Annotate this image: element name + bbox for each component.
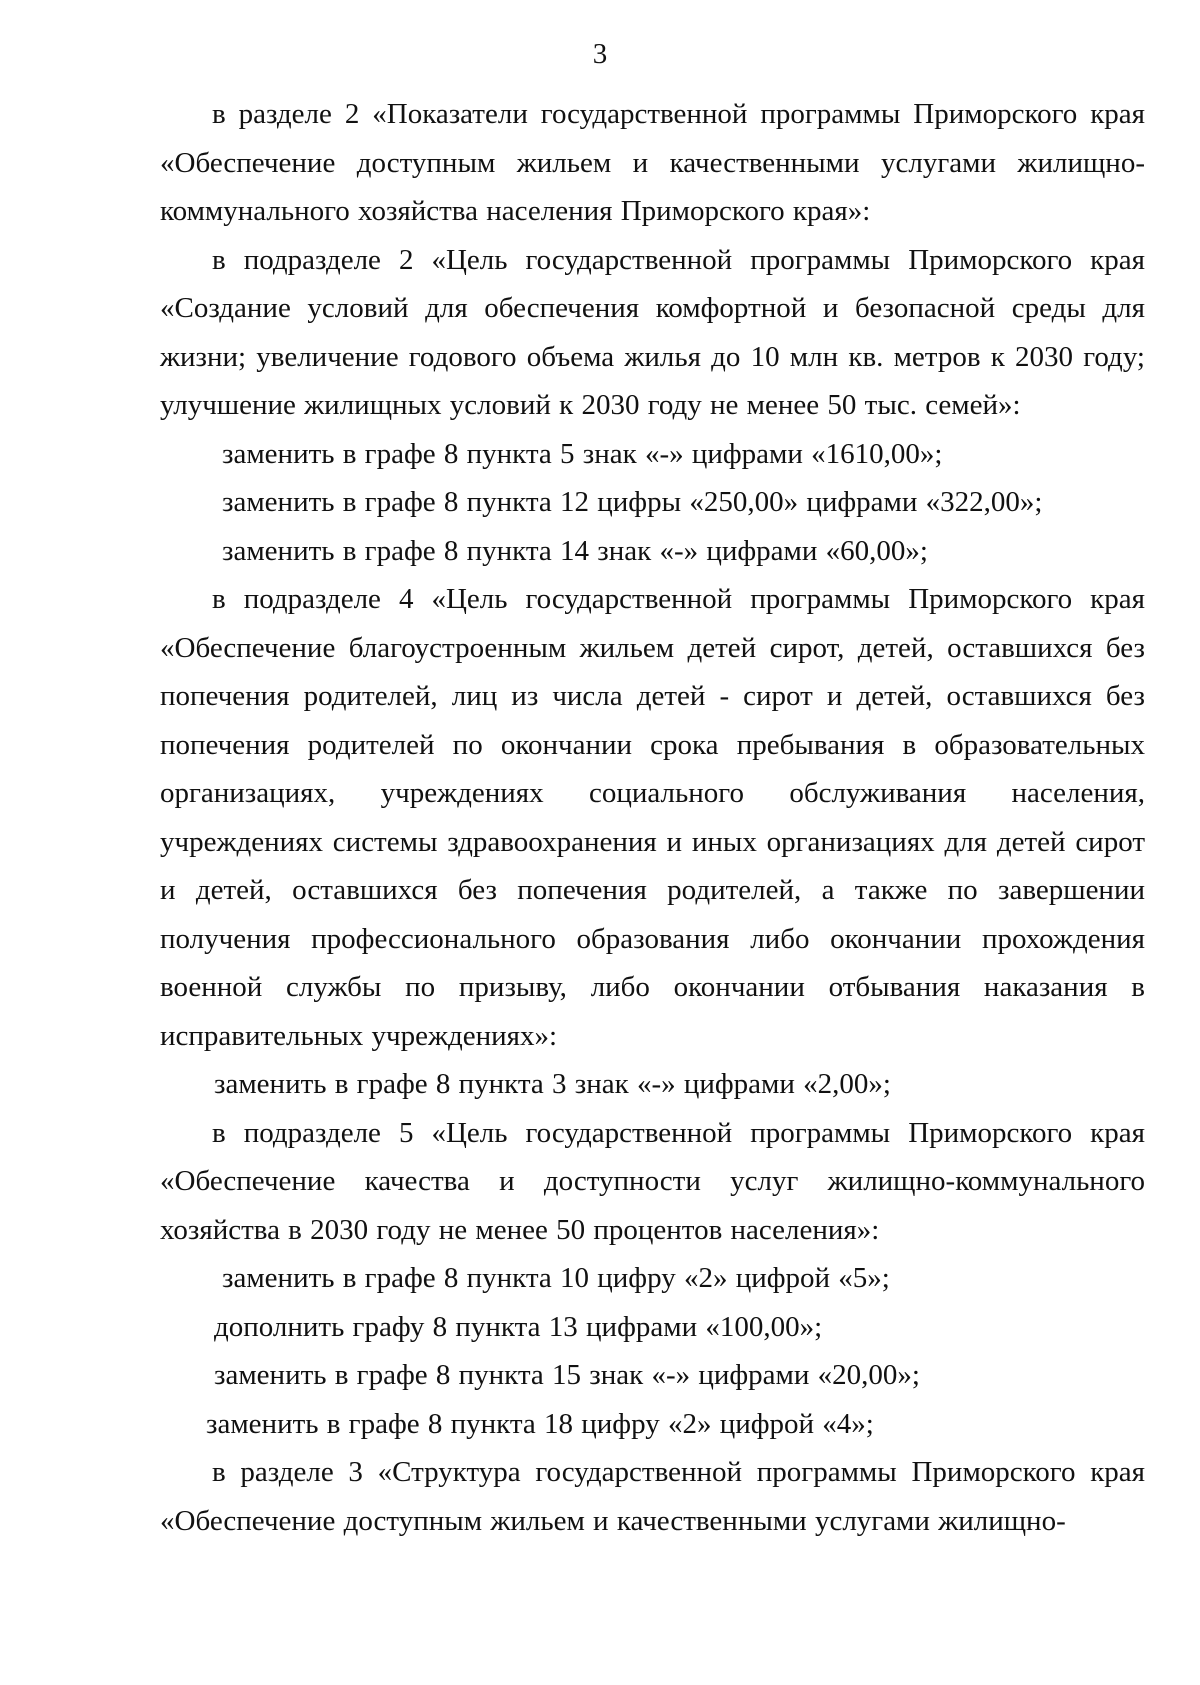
page-number: 3: [592, 38, 608, 70]
paragraph-subsection-5: в подразделе 5 «Цель государственной программы Приморского края «Обеспечение качества и доступности услуг жилищно-коммунального хозяйства в 2030 году не менее 50 процентов населения»:: [160, 1116, 1145, 1246]
paragraph-section-3: в разделе 3 «Структура государственной программы Приморского края «Обеспечение доступным жильем и качественными услугами жилищно-: [160, 1456, 1145, 1537]
amendment-item: заменить в графе 8 пункта 12 цифры «250,00» цифрами «322,00»;: [222, 486, 1043, 518]
amendment-item: заменить в графе 8 пункта 10 цифру «2» цифрой «5»;: [222, 1262, 890, 1294]
amendment-item: заменить в графе 8 пункта 18 цифру «2» цифрой «4»;: [206, 1407, 874, 1440]
paragraph-subsection-4: в подразделе 4 «Цель государственной программы Приморского края «Обеспечение благоустроенным жильем детей сирот, детей, оставшихся без попечения родителей, лиц из числа детей - сирот и детей, оставшихся без попечения родителей по окончании срока пребывания в образовательных организациях, учреждениях социального обслуживания населения, учреждениях системы здравоохранения и иных организациях для детей сирот и детей, оставшихся без попечения родителей, а также по завершении получения профессионального образования либо окончании прохождения военной службы по призыву, либо окончании отбывания наказания в исправительных учреждениях»:: [160, 583, 1145, 1052]
amendment-item: заменить в графе 8 пункта 3 знак «-» цифрами «2,00»;: [214, 1068, 891, 1100]
paragraph-subsection-2: в подразделе 2 «Цель государственной программы Приморского края «Создание условий для обеспечения комфортной и безопасной среды для жизни; увеличение годового объема жилья до 10 млн кв. метров к 2030 году; улучшение жилищных условий к 2030 году не менее 50 тыс. семей»:: [160, 243, 1145, 421]
amendment-item: заменить в графе 8 пункта 14 знак «-» цифрами «60,00»;: [222, 534, 928, 567]
document-body: [160, 90, 1145, 1545]
amendment-item: заменить в графе 8 пункта 15 знак «-» цифрами «20,00»;: [214, 1359, 920, 1391]
amendment-item: дополнить графу 8 пункта 13 цифрами «100,00»;: [214, 1310, 823, 1343]
amendment-item: заменить в графе 8 пункта 5 знак «-» цифрами «1610,00»;: [222, 437, 943, 470]
paragraph-section-2: в разделе 2 «Показатели государственной программы Приморского края «Обеспечение доступным жильем и качественными услугами жилищно-коммунального хозяйства населения Приморского края»:: [160, 98, 1145, 227]
